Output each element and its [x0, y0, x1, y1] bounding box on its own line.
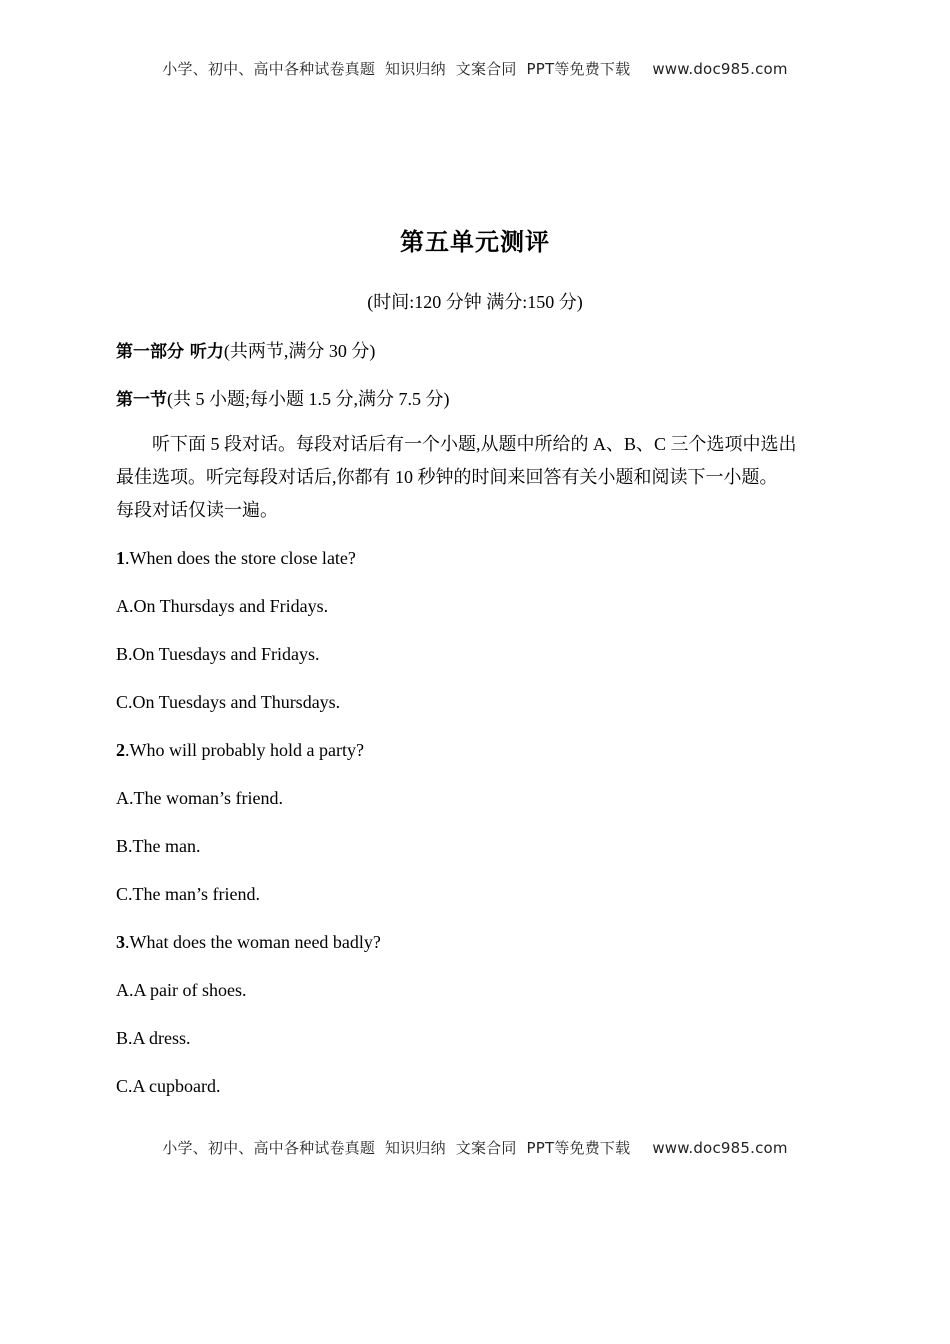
section-one-title: 第一节 [116, 390, 167, 410]
part-one-note: (共两节,满分 30 分) [223, 341, 376, 361]
question-2-option-b: B.The man. [116, 836, 201, 856]
question-1 [116, 548, 356, 569]
question-2-number: 2 [116, 740, 125, 760]
instructions-line-2: 最佳选项。听完每段对话后,你都有 10 秒钟的时间来回答有关小题和阅读下一小题。 [116, 467, 778, 487]
question-3-text: .What does the woman need badly? [125, 932, 381, 952]
question-3-option-c: C.A cupboard. [116, 1076, 221, 1096]
question-3-number: 3 [116, 932, 125, 952]
question-1-text: .When does the store close late? [125, 548, 356, 568]
question-1-option-b: B.On Tuesdays and Fridays. [116, 644, 320, 664]
question-1-number: 1 [116, 548, 125, 568]
question-2-text: .Who will probably hold a party? [125, 740, 364, 760]
question-3-option-b: B.A dress. [116, 1028, 191, 1048]
header-banner [0, 58, 950, 79]
header-banner-text: 小学、初中、高中各种试卷真题 知识归纳 文案合同 PPT等免费下载 [162, 60, 631, 78]
part-one-heading [116, 337, 375, 363]
question-3 [116, 932, 381, 953]
part-one-title: 第一部分 听力 [116, 342, 224, 362]
question-3-option-a: A.A pair of shoes. [116, 980, 247, 1000]
page-title: 第五单元测评 [400, 228, 550, 256]
question-2-option-c: C.The man’s friend. [116, 884, 260, 904]
question-2 [116, 740, 364, 761]
footer-banner-text: 小学、初中、高中各种试卷真题 知识归纳 文案合同 PPT等免费下载 [162, 1139, 631, 1157]
question-1-option-c: C.On Tuesdays and Thursdays. [116, 692, 341, 712]
footer-banner-url[interactable]: www.doc985.com [652, 1139, 788, 1157]
section-one-note: (共 5 小题;每小题 1.5 分,满分 7.5 分) [167, 389, 450, 409]
question-2-option-a: A.The woman’s friend. [116, 788, 283, 808]
instructions-line-1: 听下面 5 段对话。每段对话后有一个小题,从题中所给的 A、B、C 三个选项中选出 [152, 434, 797, 454]
question-1-option-a: A.On Thursdays and Fridays. [116, 596, 329, 616]
instructions [116, 428, 838, 527]
instructions-line-3: 每段对话仅读一遍。 [116, 500, 278, 520]
footer-banner [0, 1137, 950, 1158]
exam-info: (时间:120 分钟 满分:150 分) [367, 292, 583, 312]
header-banner-url[interactable]: www.doc985.com [652, 60, 788, 78]
section-one-heading [116, 385, 450, 411]
